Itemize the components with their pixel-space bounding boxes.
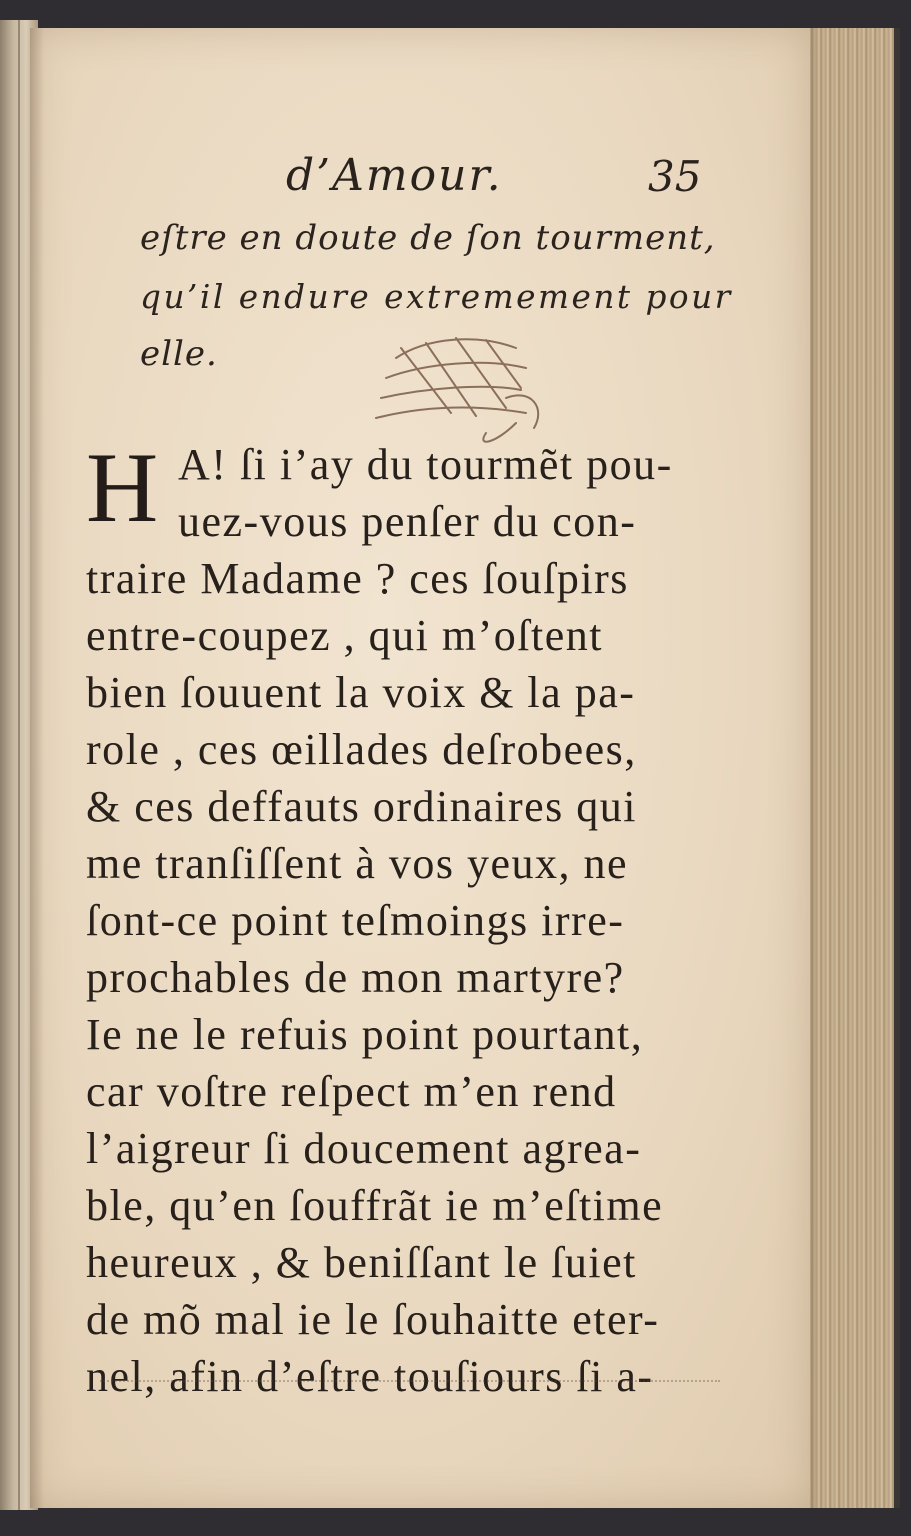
page-number: 35 <box>648 152 702 201</box>
handwritten-flourish-icon <box>356 328 556 458</box>
body-line-17: nel, afin d’eſtre touſiours ſi a- <box>86 1352 654 1401</box>
body-line-15: heureux , & beniſſant le ſuiet <box>86 1238 637 1287</box>
body-line-4: entre-coupez , qui m’oſtent <box>86 611 603 660</box>
body-line-7: & ces deffauts ordinaires qui <box>86 782 637 831</box>
italic-line-3: elle. <box>140 334 218 374</box>
body-line-2: uez-vous penſer du con- <box>178 497 637 546</box>
book-fore-edge <box>796 28 900 1508</box>
body-line-9: ſont-ce point teſmoings irre- <box>86 896 625 945</box>
body-line-12: car voſtre reſpect m’en rend <box>86 1067 617 1116</box>
body-line-14: ble, qu’en ſouffrãt ie m’eſtime <box>86 1181 664 1230</box>
bottom-rule <box>100 1380 720 1382</box>
body-line-8: me tranſiſſent à vos yeux, ne <box>86 839 629 888</box>
body-line-16: de mõ mal ie le ſouhaitte eter- <box>86 1295 660 1344</box>
body-line-3: traire Madame ? ces ſouſpirs <box>86 554 629 603</box>
body-line-6: role , ces œillades deſrobees, <box>86 725 637 774</box>
body-line-5: bien ſouuent la voix & la pa- <box>86 668 636 717</box>
italic-line-1: eſtre en doute de ſon tourment, <box>140 218 716 258</box>
drop-cap: H <box>86 432 159 543</box>
body-line-10: prochables de mon martyre? <box>86 953 625 1002</box>
italic-line-2: qu’il endure extremement pour <box>140 278 733 316</box>
running-head: d’Amour. <box>286 150 503 201</box>
book-page <box>30 28 810 1508</box>
body-line-11: Ie ne le refuis point pourtant, <box>86 1010 644 1059</box>
body-line-13: l’aigreur ſi doucement agrea- <box>86 1124 642 1173</box>
body-line-1: A! ſi i’ay du tourmẽt pou- <box>178 440 673 489</box>
